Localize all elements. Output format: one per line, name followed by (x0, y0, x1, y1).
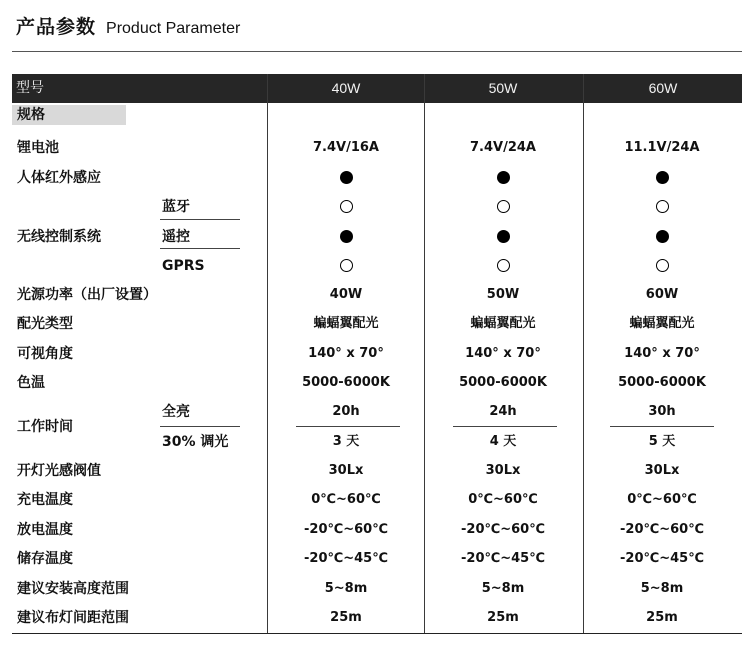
row-label-work-time: 工作时间 (17, 419, 73, 435)
sub-divider (610, 426, 714, 427)
hollow-circle-icon (340, 200, 353, 213)
cell-remote-50w (425, 227, 581, 247)
cell-discharge-temp-40w: -20℃~60℃ (304, 522, 388, 537)
cell-full-60w: 30h (648, 404, 676, 419)
cell-storage-temp-50w: -20℃~45℃ (461, 551, 545, 566)
sub-divider (453, 426, 557, 427)
cell-lux-50w: 30Lx (485, 463, 521, 478)
sub-divider (160, 426, 240, 427)
filled-circle-icon (656, 230, 669, 243)
cell-lux-40w: 30Lx (328, 463, 364, 478)
cell-spacing-60w: 25m (646, 610, 678, 625)
hollow-circle-icon (497, 200, 510, 213)
sub-label-full: 全亮 (162, 404, 190, 420)
header-model-50w: 50W (488, 80, 518, 96)
cell-spacing-50w: 25m (487, 610, 519, 625)
row-label-battery: 锂电池 (17, 140, 59, 156)
cell-bluetooth-50w (425, 197, 581, 217)
cell-discharge-temp-60w: -20℃~60℃ (620, 522, 704, 537)
cell-gprs-40w (268, 256, 424, 276)
cell-light-dist-40w: 蝙蝠翼配光 (313, 316, 379, 331)
cell-install-height-50w: 5~8m (481, 581, 525, 596)
cell-power-50w: 50W (486, 287, 520, 302)
sub-label-remote: 遥控 (162, 229, 190, 245)
cell-cct-50w: 5000-6000K (459, 375, 547, 390)
sub-divider (296, 426, 400, 427)
cell-bluetooth-40w (268, 197, 424, 217)
page-title-cn: 产品参数 (16, 16, 97, 38)
cell-charge-temp-40w: 0℃~60℃ (311, 492, 381, 507)
cell-pir-60w (584, 168, 740, 188)
row-label-light-dist: 配光类型 (17, 316, 73, 332)
header-model-60w: 60W (648, 80, 678, 96)
cell-angle-40w: 140° x 70° (308, 346, 384, 361)
hollow-circle-icon (656, 200, 669, 213)
cell-storage-temp-60w: -20℃~45℃ (620, 551, 704, 566)
cell-power-40w: 40W (329, 287, 363, 302)
header-model-40w: 40W (331, 80, 361, 96)
cell-discharge-temp-50w: -20℃~60℃ (461, 522, 545, 537)
cell-remote-60w (584, 227, 740, 247)
cell-battery-60w: 11.1V/24A (624, 140, 700, 155)
cell-angle-60w: 140° x 70° (624, 346, 700, 361)
cell-light-dist-60w: 蝙蝠翼配光 (629, 316, 695, 331)
cell-dim-40w: 3 天 (332, 434, 360, 449)
filled-circle-icon (497, 230, 510, 243)
row-label-wireless: 无线控制系统 (17, 229, 101, 245)
title-row (16, 12, 240, 38)
cell-pir-40w (268, 168, 424, 188)
cell-charge-temp-60w: 0℃~60℃ (627, 492, 697, 507)
row-label-lux: 开灯光感阀值 (17, 463, 101, 479)
table-header (12, 74, 742, 103)
page-title-en: Product Parameter (106, 20, 241, 37)
cell-cct-40w: 5000-6000K (302, 375, 390, 390)
sub-divider (160, 248, 240, 249)
row-label-cct: 色温 (17, 375, 45, 391)
sub-label-gprs: GPRS (162, 258, 205, 274)
cell-angle-50w: 140° x 70° (465, 346, 541, 361)
cell-install-height-40w: 5~8m (324, 581, 368, 596)
cell-power-60w: 60W (645, 287, 679, 302)
row-label-pir: 人体红外感应 (17, 170, 101, 186)
cell-battery-40w: 7.4V/16A (313, 140, 379, 155)
row-label-charge-temp: 充电温度 (17, 492, 73, 508)
row-label-power: 光源功率（出厂设置） (17, 287, 157, 303)
hollow-circle-icon (340, 259, 353, 272)
cell-spacing-40w: 25m (330, 610, 362, 625)
cell-storage-temp-40w: -20℃~45℃ (304, 551, 388, 566)
cell-lux-60w: 30Lx (644, 463, 680, 478)
cell-cct-60w: 5000-6000K (618, 375, 706, 390)
cell-gprs-60w (584, 256, 740, 276)
filled-circle-icon (340, 171, 353, 184)
cell-remote-40w (268, 227, 424, 247)
header-model-label: 型号 (16, 80, 44, 96)
hollow-circle-icon (497, 259, 510, 272)
cell-full-50w: 24h (489, 404, 517, 419)
cell-full-40w: 20h (332, 404, 360, 419)
cell-light-dist-50w: 蝙蝠翼配光 (470, 316, 536, 331)
cell-dim-60w: 5 天 (648, 434, 676, 449)
filled-circle-icon (656, 171, 669, 184)
table-bottom-rule (12, 633, 742, 634)
cell-bluetooth-60w (584, 197, 740, 217)
cell-charge-temp-50w: 0℃~60℃ (468, 492, 538, 507)
sub-label-bluetooth: 蓝牙 (162, 199, 190, 215)
cell-dim-50w: 4 天 (489, 434, 517, 449)
row-label-install-height: 建议安装高度范围 (17, 581, 129, 597)
row-label-storage-temp: 储存温度 (17, 551, 73, 567)
sub-label-dim: 30% 调光 (162, 434, 229, 450)
cell-gprs-50w (425, 256, 581, 276)
row-label-discharge-temp: 放电温度 (17, 522, 73, 538)
cell-battery-50w: 7.4V/24A (470, 140, 536, 155)
spec-label: 规格 (17, 107, 45, 123)
cell-pir-50w (425, 168, 581, 188)
hollow-circle-icon (656, 259, 669, 272)
sub-divider (160, 219, 240, 220)
title-divider (12, 51, 742, 52)
filled-circle-icon (340, 230, 353, 243)
cell-install-height-60w: 5~8m (640, 581, 684, 596)
row-label-spacing: 建议布灯间距范围 (17, 610, 129, 626)
filled-circle-icon (497, 171, 510, 184)
row-label-angle: 可视角度 (17, 346, 73, 362)
